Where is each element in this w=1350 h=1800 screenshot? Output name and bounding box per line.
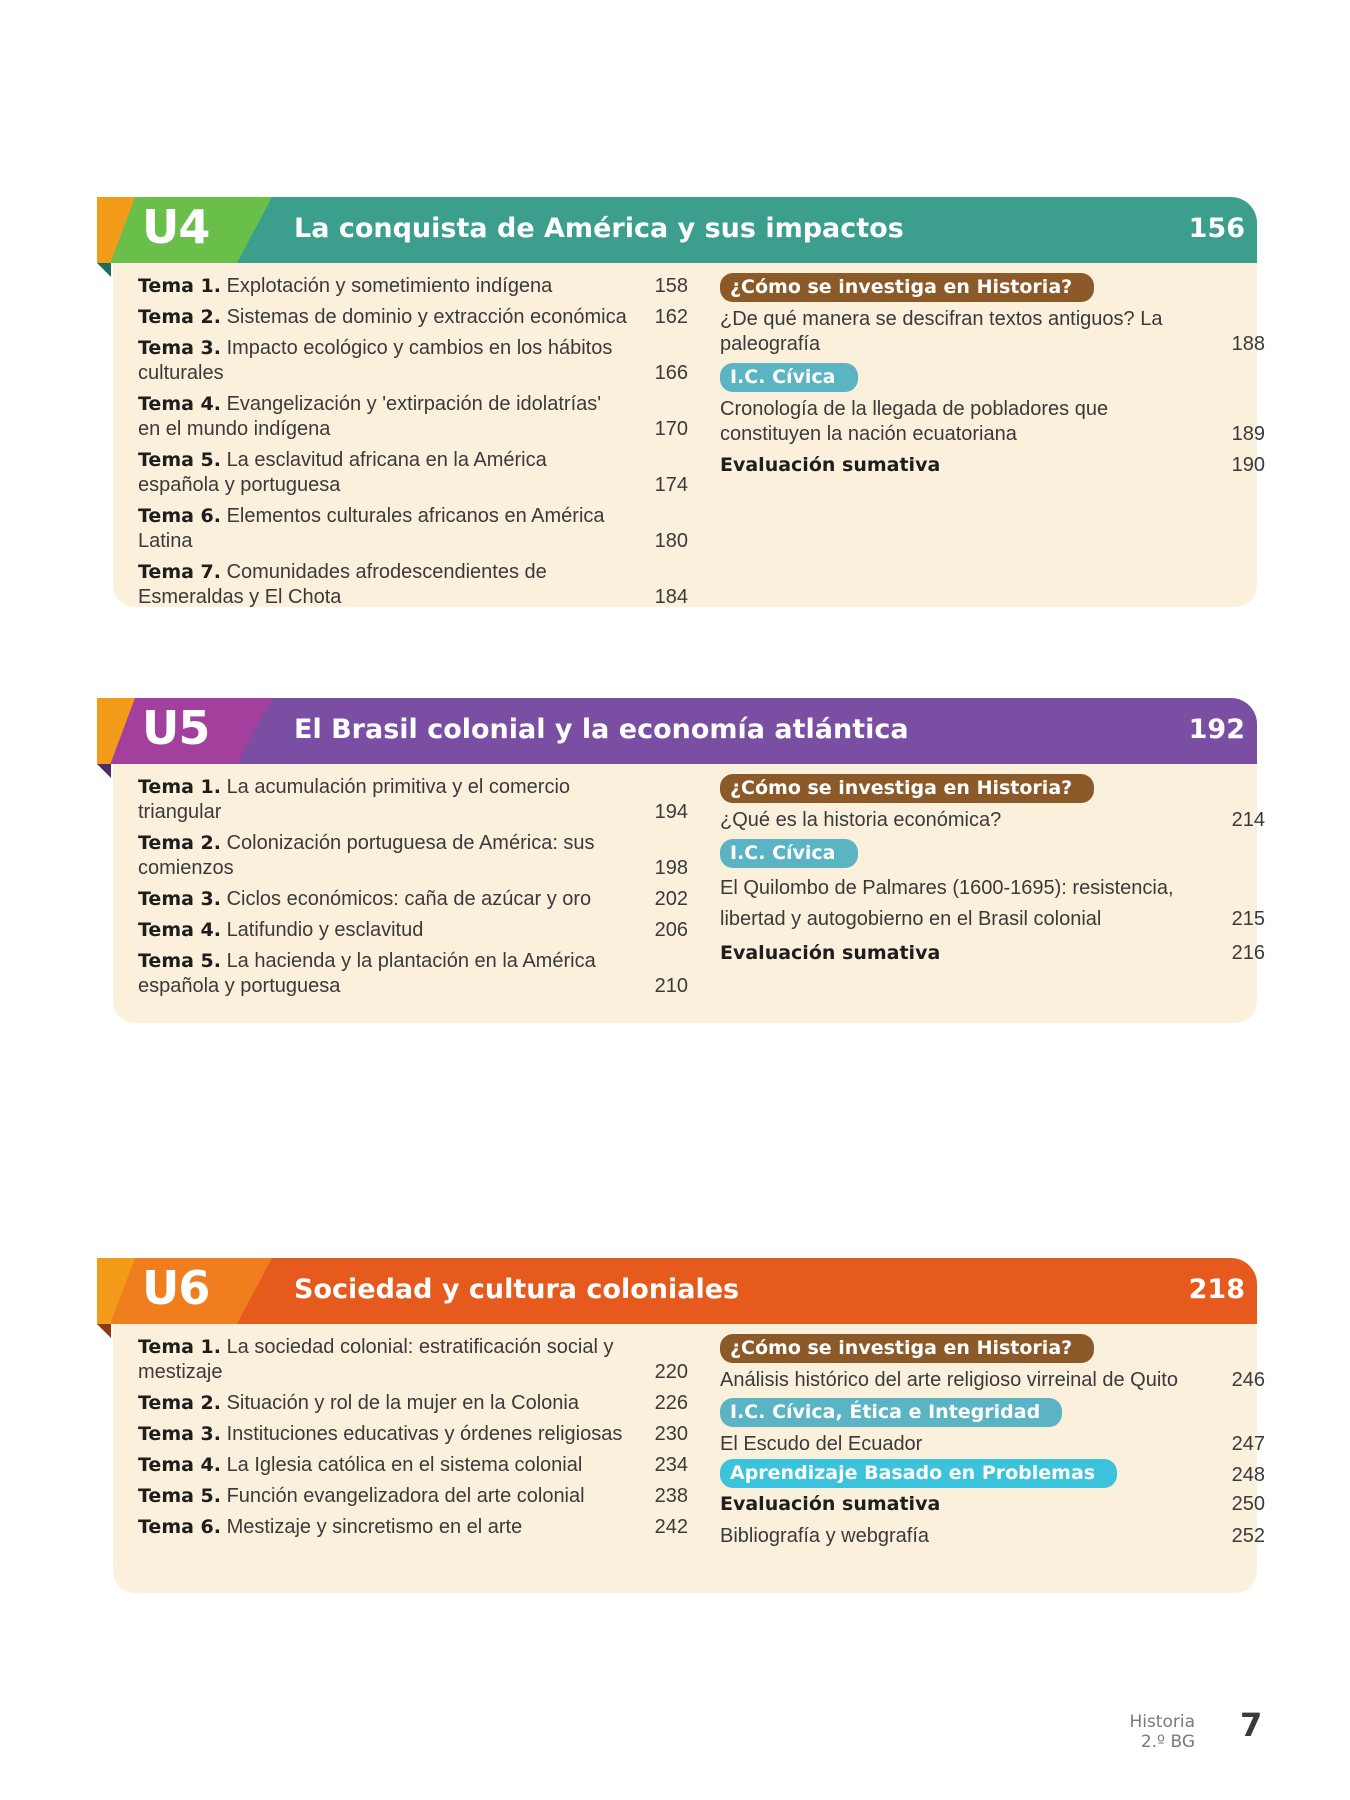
topic-text: Instituciones educativas y órdenes religiosas — [226, 1423, 623, 1445]
topic-label: Tema 6. — [138, 1516, 221, 1538]
topic-text: La sociedad colonial: estratificación social y mestizaje — [138, 1336, 614, 1383]
unit-u5 — [97, 698, 1265, 1023]
investiga-entry[interactable] — [720, 307, 1265, 357]
page-number: 7 — [1240, 1706, 1263, 1744]
topic-page: 238 — [654, 1485, 688, 1507]
topic-entry[interactable] — [138, 448, 688, 498]
unit-code: U4 — [142, 200, 210, 254]
sections-column — [720, 273, 1265, 478]
topic-page: 210 — [654, 975, 688, 997]
civica-page: 215 — [1231, 908, 1265, 930]
investiga-pill: ¿Cómo se investiga en Historia? — [720, 1334, 1094, 1363]
topic-label: Tema 1. — [138, 275, 221, 297]
topic-entry[interactable] — [138, 504, 688, 554]
footer-grade: 2.º BG — [1140, 1732, 1195, 1752]
topic-entry[interactable] — [138, 1515, 688, 1540]
unit-title: La conquista de América y sus impactos — [294, 213, 904, 244]
topic-text: La hacienda y la plantación en la América española y portuguesa — [138, 950, 596, 997]
civica-page: 247 — [1231, 1433, 1265, 1455]
unit-u4 — [97, 197, 1265, 608]
topic-label: Tema 4. — [138, 1454, 221, 1476]
topic-page: 174 — [654, 474, 688, 496]
investiga-page: 246 — [1231, 1369, 1265, 1391]
topic-label: Tema 5. — [138, 449, 221, 471]
abp-pill: Aprendizaje Basado en Problemas — [720, 1459, 1117, 1488]
topic-label: Tema 4. — [138, 919, 221, 941]
topic-text: Elementos culturales africanos en América Latina — [138, 505, 605, 552]
sections-column — [720, 1334, 1265, 1549]
investiga-page: 188 — [1231, 333, 1265, 355]
investiga-text: ¿De qué manera se descifran textos antiguos? La paleografía — [720, 308, 1163, 355]
topic-label: Tema 5. — [138, 1485, 221, 1507]
topic-label: Tema 3. — [138, 888, 221, 910]
civica-entry[interactable] — [720, 397, 1265, 447]
band-fold — [97, 263, 111, 277]
unit-header — [97, 1258, 1257, 1324]
unit-card — [113, 263, 1265, 608]
footer-book-title: Historia — [1129, 1712, 1195, 1732]
topic-label: Tema 5. — [138, 950, 221, 972]
bibliografia-label: Bibliografía y webgrafía — [720, 1525, 930, 1547]
topic-entry[interactable] — [138, 1453, 688, 1478]
topic-entry[interactable] — [138, 1335, 688, 1385]
topic-label: Tema 2. — [138, 306, 221, 328]
civica-entry[interactable] — [720, 873, 1265, 935]
unit-page[interactable]: 192 — [1188, 714, 1245, 745]
abp-entry[interactable] — [720, 1459, 1265, 1488]
topic-entry[interactable] — [138, 918, 688, 943]
civica-entry[interactable] — [720, 1432, 1265, 1457]
topic-page: 198 — [654, 857, 688, 879]
topic-entry[interactable] — [138, 887, 688, 912]
topic-text: Comunidades afrodescendientes de Esmeraldas y El Chota — [138, 561, 547, 608]
topic-page: 194 — [654, 801, 688, 823]
topic-text: Mestizaje y sincretismo en el arte — [226, 1516, 523, 1538]
topic-text: Explotación y sometimiento indígena — [226, 275, 553, 297]
topic-page: 206 — [654, 919, 688, 941]
topic-text: Latifundio y esclavitud — [226, 919, 424, 941]
unit-title: El Brasil colonial y la economía atlántica — [294, 714, 909, 745]
unit-header — [97, 698, 1257, 764]
topic-text: Sistemas de dominio y extracción económica — [226, 306, 627, 328]
evaluacion-entry[interactable] — [720, 1492, 1265, 1517]
topic-text: La esclavitud africana en la América española y portuguesa — [138, 449, 547, 496]
topic-entry[interactable] — [138, 1391, 688, 1416]
topic-entry[interactable] — [138, 560, 688, 610]
evaluacion-entry[interactable] — [720, 453, 1265, 478]
topic-text: Colonización portuguesa de América: sus comienzos — [138, 832, 595, 879]
band-fold — [97, 1324, 111, 1338]
topic-page: 180 — [654, 530, 688, 552]
topic-entry[interactable] — [138, 949, 688, 999]
topic-entry[interactable] — [138, 775, 688, 825]
topic-label: Tema 1. — [138, 776, 221, 798]
topics-column — [138, 775, 688, 999]
civica-pill: I.C. Cívica — [720, 839, 858, 868]
evaluacion-entry[interactable] — [720, 941, 1265, 966]
topic-page: 166 — [654, 362, 688, 384]
civica-page: 189 — [1231, 423, 1265, 445]
topics-column — [138, 274, 688, 610]
topic-label: Tema 6. — [138, 505, 221, 527]
unit-title: Sociedad y cultura coloniales — [294, 1274, 740, 1305]
topic-text: La acumulación primitiva y el comercio triangular — [138, 776, 571, 823]
unit-page[interactable]: 218 — [1188, 1274, 1245, 1305]
topic-label: Tema 4. — [138, 393, 221, 415]
topic-text: Situación y rol de la mujer en la Colonia — [226, 1392, 579, 1414]
investiga-pill: ¿Cómo se investiga en Historia? — [720, 774, 1094, 803]
topic-page: 242 — [654, 1516, 688, 1538]
evaluacion-page: 216 — [1231, 942, 1265, 964]
topic-label: Tema 2. — [138, 832, 221, 854]
topic-entry[interactable] — [138, 274, 688, 299]
topic-text: La Iglesia católica en el sistema colonial — [226, 1454, 583, 1476]
topic-entry[interactable] — [138, 336, 688, 386]
sections-column — [720, 774, 1265, 966]
unit-card — [113, 1324, 1265, 1593]
topic-page: 162 — [654, 306, 688, 328]
investiga-entry[interactable] — [720, 1368, 1265, 1393]
civica-pill: I.C. Cívica, Ética e Integridad — [720, 1398, 1062, 1427]
investiga-pill: ¿Cómo se investiga en Historia? — [720, 273, 1094, 302]
unit-code: U5 — [142, 701, 210, 755]
topic-label: Tema 2. — [138, 1392, 221, 1414]
evaluacion-label: Evaluación sumativa — [720, 454, 941, 476]
investiga-text: Análisis histórico del arte religioso virreinal de Quito — [720, 1369, 1178, 1391]
topic-text: Impacto ecológico y cambios en los hábitos culturales — [138, 337, 613, 384]
topic-label: Tema 7. — [138, 561, 221, 583]
topic-page: 202 — [654, 888, 688, 910]
unit-page[interactable]: 156 — [1188, 213, 1245, 244]
bibliografia-page: 252 — [1231, 1525, 1265, 1547]
topic-entry[interactable] — [138, 831, 688, 881]
topic-page: 158 — [654, 275, 688, 297]
evaluacion-label: Evaluación sumativa — [720, 1493, 941, 1515]
unit-card — [113, 764, 1265, 1023]
topic-text: Ciclos económicos: caña de azúcar y oro — [226, 888, 592, 910]
topic-entry[interactable] — [138, 1484, 688, 1509]
unit-header — [97, 197, 1257, 263]
footer-book — [1095, 1712, 1195, 1752]
unit-code: U6 — [142, 1261, 210, 1315]
civica-pill: I.C. Cívica — [720, 363, 858, 392]
investiga-page: 214 — [1231, 809, 1265, 831]
topic-page: 184 — [654, 586, 688, 608]
band-fold — [97, 764, 111, 778]
topic-page: 234 — [654, 1454, 688, 1476]
topic-page: 226 — [654, 1392, 688, 1414]
topic-label: Tema 3. — [138, 1423, 221, 1445]
abp-page: 248 — [1231, 1464, 1265, 1486]
civica-text: El Escudo del Ecuador — [720, 1433, 923, 1455]
civica-text: Cronología de la llegada de pobladores que constituyen la nación ecuatoriana — [720, 398, 1109, 445]
topic-page: 220 — [654, 1361, 688, 1383]
investiga-entry[interactable] — [720, 808, 1265, 833]
topic-label: Tema 1. — [138, 1336, 221, 1358]
topic-text: Evangelización y 'extirpación de idolatrías' en el mundo indígena — [138, 393, 602, 440]
topics-column — [138, 1335, 688, 1540]
civica-text: El Quilombo de Palmares (1600-1695): resistencia, libertad y autogobierno en el Brasil colonial — [720, 877, 1174, 930]
topic-text: Función evangelizadora del arte colonial — [226, 1485, 585, 1507]
evaluacion-page: 250 — [1231, 1493, 1265, 1515]
topic-entry[interactable] — [138, 1422, 688, 1447]
investiga-text: ¿Qué es la historia económica? — [720, 809, 1002, 831]
topic-page: 230 — [654, 1423, 688, 1445]
unit-u6 — [97, 1258, 1265, 1593]
topic-entry[interactable] — [138, 392, 688, 442]
topic-entry[interactable] — [138, 305, 688, 330]
topic-page: 170 — [654, 418, 688, 440]
evaluacion-page: 190 — [1231, 454, 1265, 476]
topic-label: Tema 3. — [138, 337, 221, 359]
bibliografia-entry[interactable] — [720, 1524, 1265, 1549]
evaluacion-label: Evaluación sumativa — [720, 942, 941, 964]
